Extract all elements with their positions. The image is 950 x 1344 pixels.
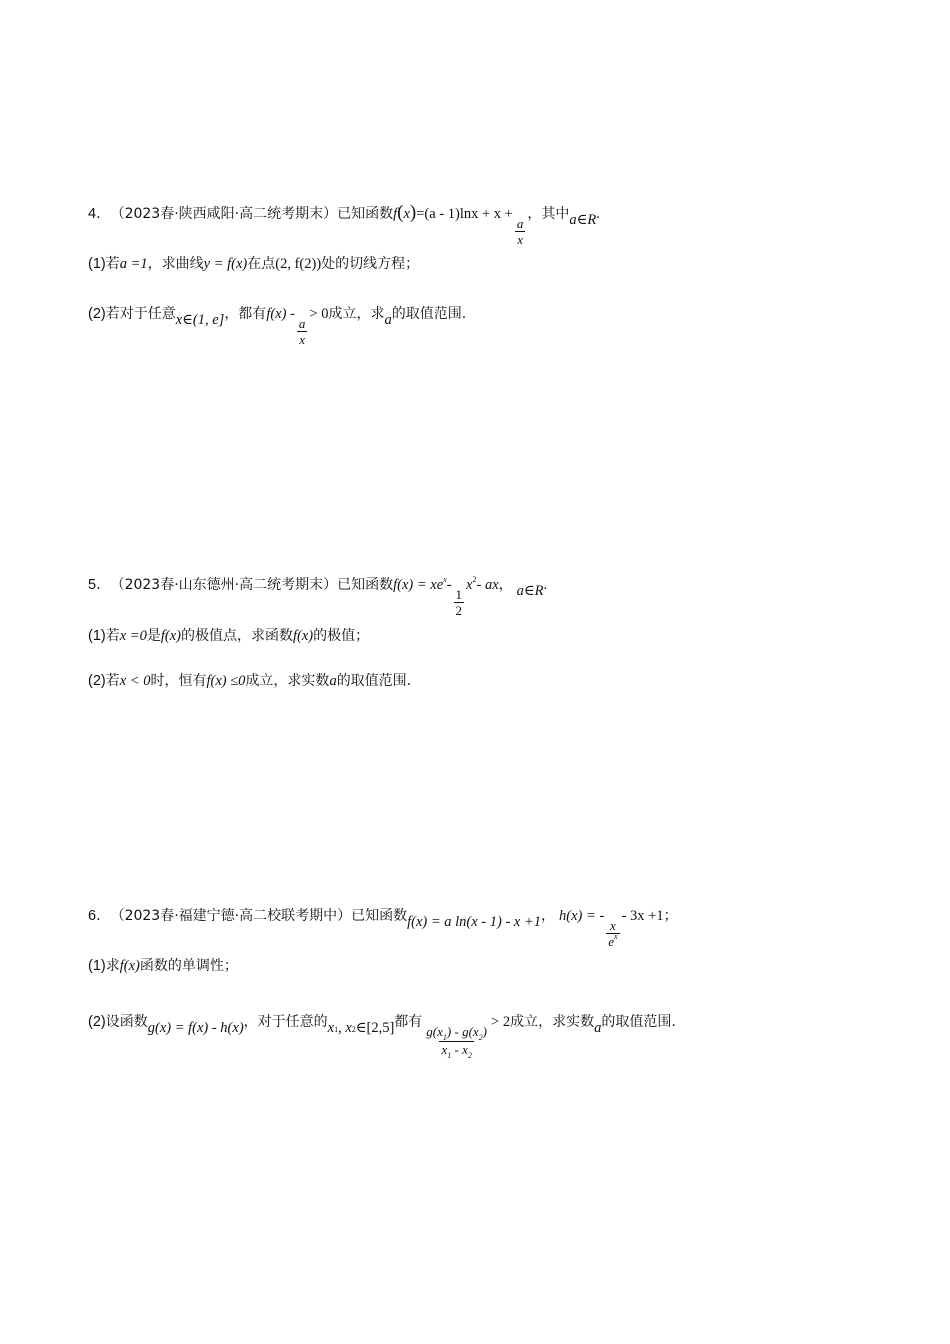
- function-f-definition: f(x) = a ln(x - 1) - x +1: [407, 914, 542, 930]
- fraction: $\frac{x}{e^x}$: [608, 918, 618, 949]
- problem-source: （2023春·山东德州·高二统考期末）: [110, 577, 338, 593]
- problem-4-statement: 4． （2023春·陕西咸阳·高二统考期末） 已知函数 f ( x ) =(a - 1)lnx + x + $\frac{a}{x}$ ，其中 a∈R .: [88, 202, 600, 247]
- domain-condition: a∈R: [516, 583, 544, 599]
- fraction: $\frac{a}{x}$: [298, 316, 306, 347]
- problem-number: 4．: [88, 206, 111, 222]
- function-h-definition: h(x) = -: [559, 908, 605, 924]
- problem-4-part-2: (2) 若对于任意 x∈(1, e] ，都有 f(x) - $\frac{a}{x}$ > 0 成立，求 a 的取值范围.: [88, 306, 467, 347]
- problem-6-part-2: (2) 设函数 g(x) = f(x) - h(x) ，对于任意的 x 1 , x 2 ∈[2,5] 都有 $\frac{g(x_1) - g(x_2)}{x_1 - x_2}$ > 2 成立，求实数 a 的取值范围.: [88, 1014, 676, 1060]
- fraction: $\frac{1}{2}$: [455, 587, 463, 618]
- problem-5-statement: 5． （2023春·山东德州·高二统考期末） 已知函数 f(x) = xe x - $\frac{1}{2}$ x 2 - ax ， a∈R .: [88, 575, 548, 618]
- domain-condition: a∈R: [569, 212, 597, 228]
- problem-source: （2023春·陕西咸阳·高二统考期末）: [110, 206, 338, 222]
- problem-5-part-2: (2) 若 x < 0 时，恒有 f(x) ≤0 成立，求实数 a 的取值范围.: [88, 673, 412, 689]
- problem-number: 5．: [88, 577, 111, 593]
- problem-5-part-1: (1) 若 x =0 是 f(x) 的极值点，求函数 f(x) 的极值；: [88, 628, 370, 644]
- function-definition: f(x) = xe: [393, 577, 444, 593]
- problem-4-part-1: (1) 若 a =1 ，求曲线 y = f(x) 在点 (2, f(2)) 处的切线方程；: [88, 256, 420, 272]
- problem-6-statement: 6． （2023春·福建宁德·高二校联考期中） 已知函数 f(x) = a ln(x - 1) - x +1 ， h(x) = - $\frac{x}{e^x}$ - 3x +1 ；: [88, 908, 678, 949]
- problem-source: （2023春·福建宁德·高二校联考期中）: [110, 908, 352, 924]
- fraction: $\frac{a}{x}$: [516, 216, 524, 247]
- problem-6-part-1: (1) 求 f(x) 函数的单调性；: [88, 958, 238, 974]
- function-definition: f: [393, 206, 398, 222]
- difference-quotient-fraction: $\frac{g(x_1) - g(x_2)}{x_1 - x_2}$: [426, 1024, 488, 1060]
- problem-number: 6．: [88, 908, 111, 924]
